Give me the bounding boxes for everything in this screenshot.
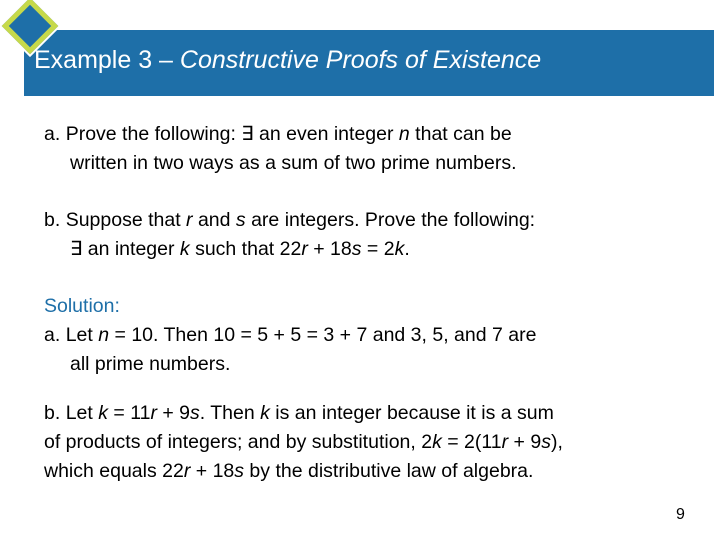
text: = 11: [107, 402, 151, 424]
text: an integer: [82, 238, 180, 260]
var-r: r: [186, 209, 193, 231]
text: by the distributive law of algebra.: [244, 460, 534, 482]
solution-b-label: b: [44, 402, 55, 424]
text: . Prove the following:: [54, 123, 242, 145]
text: of products of integers; and by substitution, 2: [44, 431, 433, 453]
text: + 9: [508, 431, 542, 453]
var-s: s: [351, 238, 362, 260]
slide-title: [34, 46, 541, 75]
solution-a-label: a: [44, 324, 55, 346]
var-k: k: [394, 238, 405, 260]
text: an even integer: [253, 123, 399, 145]
title-prefix: Example 3 –: [34, 46, 180, 74]
var-r: r: [150, 402, 157, 424]
text: . Let: [54, 324, 99, 346]
var-r: r: [183, 460, 191, 482]
exists-symbol: ∃: [241, 123, 254, 145]
solution-a-line-1: [44, 321, 704, 350]
slide-body: [44, 120, 704, 486]
title-emphasis: Constructive Proofs of Existence: [179, 46, 542, 74]
text: and: [192, 209, 236, 231]
var-s: s: [541, 431, 551, 453]
var-s: s: [190, 402, 200, 424]
page-number: 9: [676, 506, 685, 523]
var-n: n: [98, 324, 110, 346]
part-a-line-1: [44, 120, 704, 149]
text: + 18: [307, 238, 352, 260]
text: are integers. Prove the following:: [245, 209, 536, 231]
text: . Then: [199, 402, 261, 424]
part-b-line-2: [44, 235, 704, 264]
text: ),: [550, 431, 563, 453]
solution-b-line-3: [44, 457, 704, 486]
solution-heading: Solution:: [44, 295, 120, 317]
var-n: n: [398, 123, 410, 145]
var-r: r: [501, 431, 509, 453]
text: .: [404, 238, 410, 260]
text: = 10. Then 10 = 5 + 5 = 3 + 7 and 3, 5, and 7 are: [109, 324, 537, 346]
var-r: r: [301, 238, 308, 260]
solution-b-line-2: [44, 428, 704, 457]
part-a-line-2: written in two ways as a sum of two prime numbers.: [70, 152, 517, 174]
text: such that 22: [189, 238, 302, 260]
title-bar: [24, 30, 714, 96]
var-k: k: [432, 431, 442, 453]
text: is an integer because it is a sum: [269, 402, 554, 424]
text: + 18: [190, 460, 235, 482]
var-k: k: [98, 402, 108, 424]
var-s: s: [234, 460, 245, 482]
var-s: s: [235, 209, 246, 231]
var-k: k: [179, 238, 190, 260]
part-b-line-1: [44, 206, 704, 235]
solution-b-line-1: [44, 399, 704, 428]
part-a-label: a: [44, 123, 55, 145]
part-b-label: b: [44, 209, 55, 231]
text: . Suppose that: [54, 209, 187, 231]
text: that can be: [409, 123, 512, 145]
var-k: k: [260, 402, 270, 424]
solution-a-line-2: all prime numbers.: [70, 353, 231, 375]
text: = 2: [361, 238, 395, 260]
text: = 2(11: [441, 431, 502, 453]
exists-symbol: ∃: [70, 238, 83, 260]
text: + 9: [156, 402, 191, 424]
text: . Let: [54, 402, 99, 424]
text: which equals 22: [44, 460, 184, 482]
